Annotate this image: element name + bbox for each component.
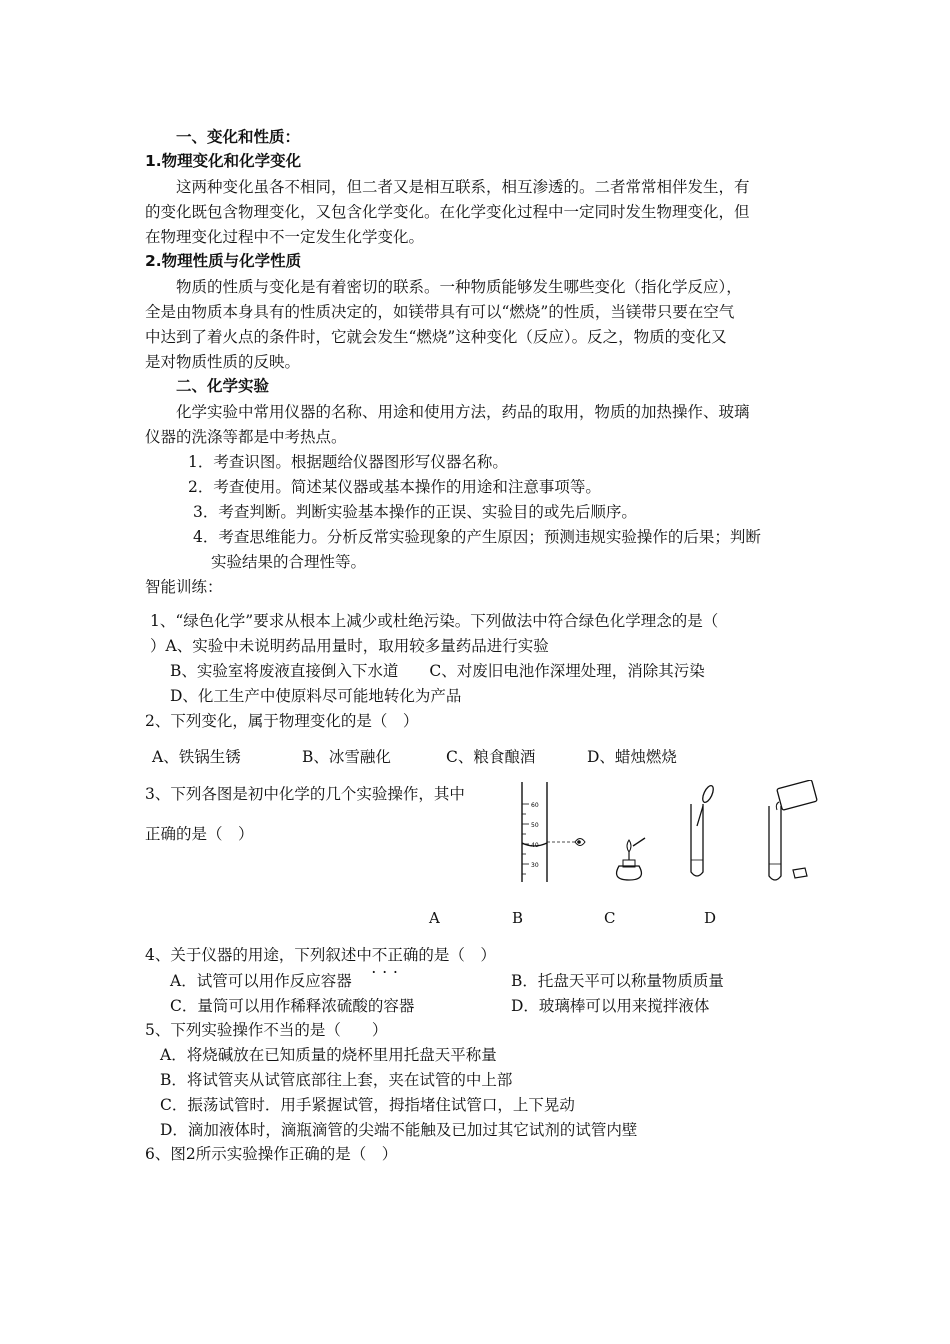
question-4-option-d: D．玻璃棒可以用来搅拌液体 [511,997,710,1015]
exam-point-item: 1．考查识图。根据题给仪器图形写仪器名称。 [188,453,508,471]
figure-label-d: D [704,909,717,927]
question-2: 2、下列变化，属于物理变化的是（ ） [145,712,419,730]
question-4-suffix: 的是（ ） [418,946,496,964]
paragraph-line: 这两种变化虽各不相同，但二者又是相互联系，相互渗透的。二者常常相伴发生，有 [176,178,750,196]
exam-point-item-continued: 实验结果的合理性等。 [211,553,367,571]
question-4-emphasis-text: 不正确 [371,946,419,964]
question-6: 6、图2所示实验操作正确的是（ ） [145,1145,398,1163]
paragraph-line: 中达到了着火点的条件时，它就会发生“燃烧”这种变化（反应）。反之，物质的变化又 [145,328,727,346]
training-title: 智能训练： [145,578,223,596]
question-5-option-c: C．振荡试管时．用手紧握试管，拇指堵住试管口，上下晃动 [160,1096,575,1114]
lab-operations-figure [515,780,830,885]
question-1-option: B、实验室将废液直接倒入下水道 C、对废旧电池作深埋处理，消除其污染 [170,662,705,680]
question-2-option-b: B、冰雪融化 [302,748,391,766]
heading-physical-chemical-change: 1.物理变化和化学变化 [145,152,302,170]
paragraph-line: 的变化既包含物理变化，又包含化学变化。在化学变化过程中一定同时发生物理变化，但 [145,203,750,221]
section-1-title: 一、变化和性质： [176,128,301,146]
cylinder-tick-label: 30 [531,862,539,869]
cylinder-tick-label: 50 [531,822,539,829]
paragraph-line: 仪器的洗涤等都是中考热点。 [145,428,347,446]
figure-label-b: B [512,909,524,927]
question-5-option-b: B．将试管夹从试管底部往上套，夹在试管的中上部 [160,1071,513,1089]
question-2-option-a: A、铁锅生锈 [152,748,241,766]
figure-label-a: A [429,909,440,927]
exam-point-item: 2．考查使用。简述某仪器或基本操作的用途和注意事项等。 [188,478,601,496]
question-4 [145,944,496,979]
question-3-line: 正确的是（ ） [145,825,254,843]
cylinder-tick-label: 60 [531,802,539,809]
graduated-cylinder-icon [522,782,585,882]
question-1-line: 1、“绿色化学”要求从根本上减少或杜绝污染。下列做法中符合绿色化学理念的是（ [150,612,719,630]
question-2-option-d: D、蜡烛燃烧 [587,748,677,766]
exam-point-item: 3．考查判断。判断实验基本操作的正误、实验目的或先后顺序。 [193,503,637,521]
question-3-line: 3、下列各图是初中化学的几个实验操作，其中 [145,785,465,803]
question-2-option-c: C、粮食酿酒 [446,748,536,766]
question-5-option-d: D．滴加液体时，滴瓶滴管的尖端不能触及已加过其它试剂的试管内壁 [160,1121,638,1139]
figure-label-c: C [604,909,616,927]
question-4-option-c: C．量筒可以用作稀释浓硫酸的容器 [170,997,415,1015]
exam-point-item: 4．考查思维能力。分析反常实验现象的产生原因；预测违规实验操作的后果；判断 [193,528,761,546]
question-1-option: D、化工生产中使原料尽可能地转化为产品 [170,687,462,705]
question-4-prefix: 4、关于仪器的用途，下列叙述中 [145,946,372,964]
dropper-test-tube-icon [691,784,715,876]
question-4-option-a: A．试管可以用作反应容器 [170,972,352,990]
question-4-option-b: B．托盘天平可以称量物质质量 [511,972,724,990]
emphasis-dots: ··· [371,966,405,979]
paragraph-line: 化学实验中常用仪器的名称、用途和使用方法，药品的取用，物质的加热操作、玻璃 [176,403,750,421]
question-5-option-a: A．将烧碱放在已知质量的烧杯里用托盘天平称量 [160,1046,497,1064]
cylinder-tick-label: 40 [531,842,539,849]
paragraph-line: 是对物质性质的反映。 [145,353,301,371]
heading-physical-chemical-property: 2.物理性质与化学性质 [145,252,302,270]
question-5: 5、下列实验操作不当的是（ ） [145,1021,388,1039]
paragraph-line: 物质的性质与变化是有着密切的联系。一种物质能够发生哪些变化（指化学反应）， [176,278,742,296]
question-1-line: ）A、实验中未说明药品用量时，取用较多量药品进行实验 [150,637,549,655]
paragraph-line: 在物理变化过程中不一定发生化学变化。 [145,228,425,246]
paragraph-line: 全是由物质本身具有的性质决定的，如镁带具有可以“燃烧”的性质，当镁带只要在空气 [145,303,735,321]
pouring-liquid-icon [769,780,817,880]
question-4-emphasis [371,946,419,979]
section-2-title: 二、化学实验 [176,377,270,395]
alcohol-lamp-icon [617,838,645,880]
